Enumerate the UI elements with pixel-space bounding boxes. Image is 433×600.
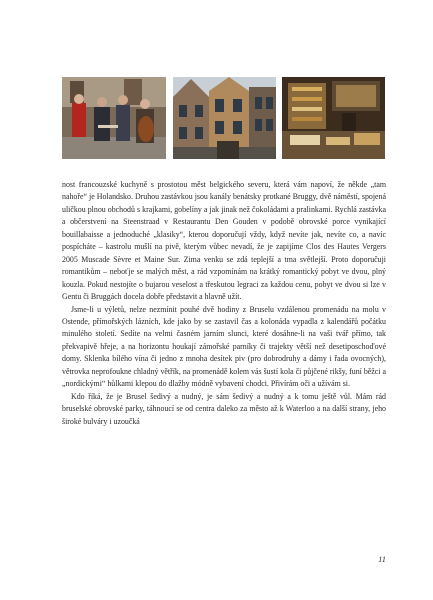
paragraph: nost francouzské kuchyně s prostotou měst belgického severu, která vám napoví, že někde „tam nahoře“ je Holandsko. Druhou zastávkou jsou kanály benátsky protkané Bruggy, dvě náměstí, spojená uličkou plnou obchodů s krajkami, gobelíny a jak jinak než čokoládami a pralinkami. Rychlá zastávka a občerstvení na Steenstraad v Restaurantu Den Gouden v podobě obrovské porce vynikající bouillabaisse a jednoduché „klasiky“, kterou doporučují vždy, když nevíte jak, nevíte co, a navíc pospícháte – kastrolu mušlí na pivě, kterým vůbec nevadí, že je zapijíme Clos des Hautes Vergers 2005 Muscade Sèvre et Maine Sur. Zima venku se zdá teplejší a tma světlejší. Proto doporučuji romantikům – neboťje se malých měst, a rád vzpomínám na krátký romantický pobyt ve dvou, plný kouzla. Pokud nestojíte o bujarou veselost a třeskutou legraci za každou cenu, pobyt ve dvou si lze v Gentu či Bruggách docela dobře představit a hlavně užít. [62, 180, 386, 302]
street-musicians-photo [62, 77, 166, 159]
gothic-facades-photo [173, 77, 276, 159]
paragraph: Jsme-li u výletů, nelze nezmínit pouhé dvě hodiny z Bruselu vzdálenou promenádu na molu v Ostende, přímořských lázních, kde jako by se zastavil čas a kolonáda vypadla z kalendářů počátku minulého století. Sedíte na velmi časném jarním slunci, které dosáhne-li na vaši tvář přímo, tak překvapivě hřeje, a na horizontu houkají zámořské parníky či trajekty větší než desetiposchoďové domy. Sklenka bílého vína či jedno z mnoha desítek piv (pro dobrodruhy a dámy i řada ovocných), větrovka neprofoukne chladný větřík, na promenádě kolem vás šustí kola či půjčené rikšy, funí běžci a „nordickými“ hůlkami klepou do dlažby módně vybavení chodci. Přivírám oči a užívám si. [62, 304, 386, 389]
photo-strip [62, 77, 385, 159]
paragraph: Kdo říká, že je Brusel šedivý a nudný, je sám šedivý a nudný a k tomu ještě vůl. Mám rád bruselské obrovské parky, táhnoucí se od centra daleko za město až k Waterloo a na další strany, jeho široké bulváry i uzoučká [62, 391, 386, 426]
shop-interior-photo [282, 77, 385, 159]
body-text [62, 179, 386, 428]
page-number: 11 [378, 554, 386, 564]
